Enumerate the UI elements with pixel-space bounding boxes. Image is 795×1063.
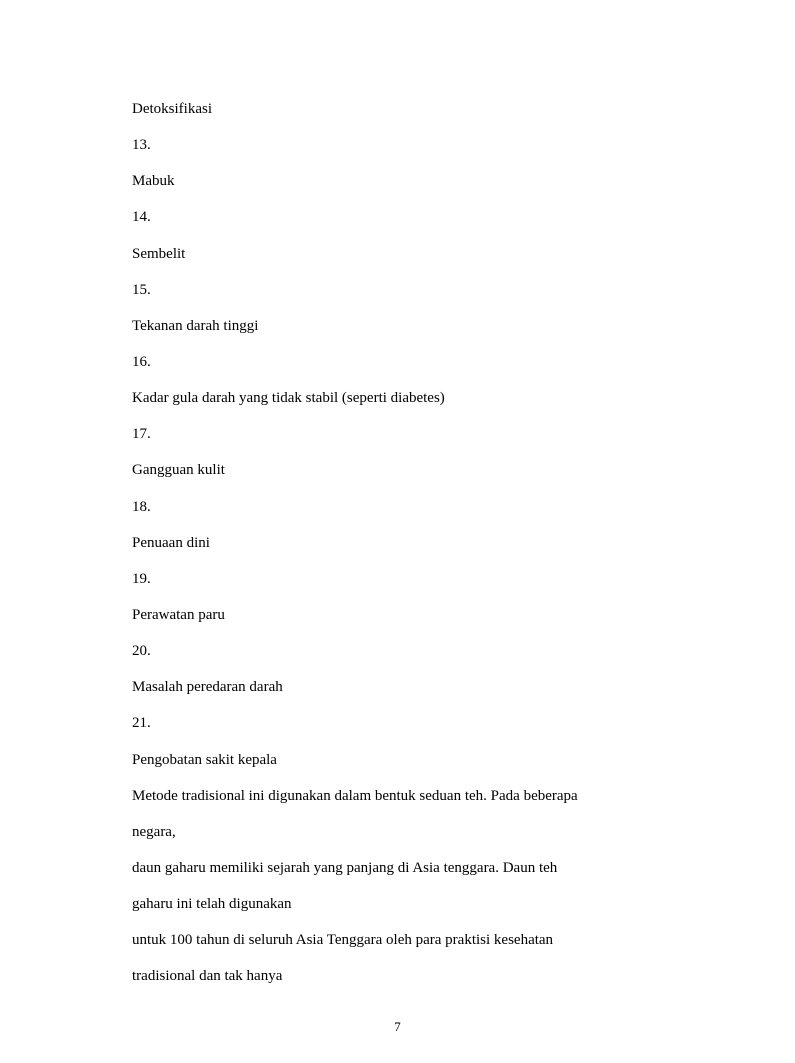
paragraph-line: gaharu ini telah digunakan: [132, 896, 292, 913]
list-number: 16.: [132, 353, 151, 370]
list-item-label: Gangguan kulit: [132, 462, 225, 479]
paragraph-line: daun gaharu memiliki sejarah yang panjang di Asia tenggara. Daun teh: [132, 859, 558, 876]
list-number: 21.: [132, 715, 151, 732]
list-item-label: Perawatan paru: [132, 606, 225, 623]
list-item-label: Kadar gula darah yang tidak stabil (seperti diabetes): [132, 390, 445, 407]
list-item-label: Mabuk: [132, 173, 175, 190]
list-number: 17.: [132, 426, 151, 443]
list-number: 13.: [132, 137, 151, 154]
page-number: 7: [394, 1019, 401, 1034]
list-item-label: Detoksifikasi: [132, 101, 212, 117]
paragraph-line: untuk 100 tahun di seluruh Asia Tenggara oleh para praktisi kesehatan: [132, 932, 554, 949]
list-number: 19.: [132, 570, 151, 587]
list-item-label: Pengobatan sakit kepala: [132, 751, 277, 768]
list-item-label: Penuaan dini: [132, 534, 210, 551]
list-item-label: Masalah peredaran darah: [132, 679, 283, 696]
paragraph-line: negara,: [132, 823, 176, 840]
paragraph-line: tradisional dan tak hanya: [132, 968, 283, 985]
list-number: 18.: [132, 498, 151, 515]
list-item-label: Sembelit: [132, 245, 186, 262]
paragraph-line: Metode tradisional ini digunakan dalam bentuk seduan teh. Pada beberapa: [132, 787, 578, 804]
list-item-label: Tekanan darah tinggi: [132, 317, 259, 334]
list-number: 15.: [132, 281, 151, 298]
page-content: [132, 97, 652, 1001]
list-number: 20.: [132, 643, 151, 660]
list-number: 14.: [132, 209, 151, 226]
